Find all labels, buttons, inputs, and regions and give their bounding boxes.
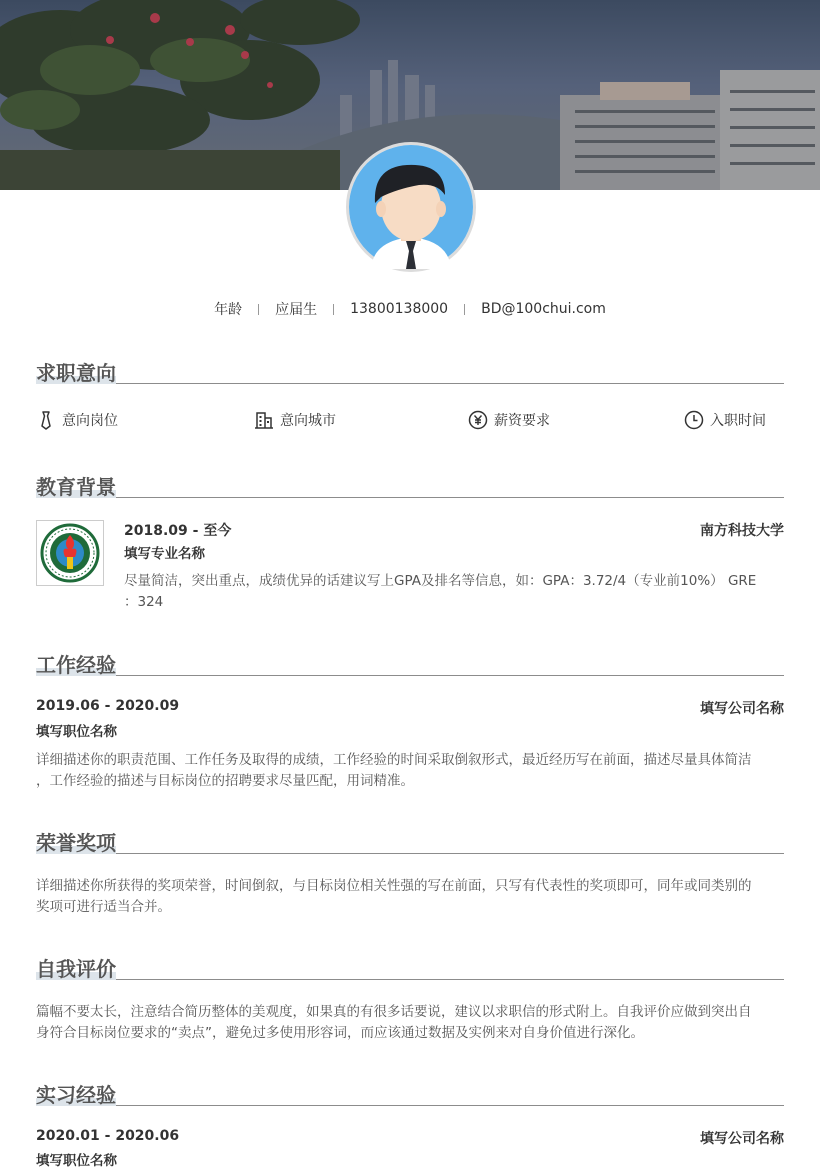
- education-description: [124, 571, 784, 613]
- avatar: [346, 142, 476, 272]
- intent-start-label: 入职时间: [710, 413, 766, 429]
- education-school: 南方科技大学: [700, 523, 784, 539]
- education-major: 填写专业名称: [124, 546, 205, 562]
- section-title-work: [36, 646, 784, 676]
- school-emblem-icon: [37, 521, 103, 585]
- description-line: 篇幅不要太长，注意结合简历整体的美观度，如果真的有很多话要说，建议以求职信的形式附上。自我评价应做到突出自: [36, 1004, 752, 1020]
- intent-salary-label: 薪资要求: [494, 413, 550, 429]
- section-title-text: 工作经验: [36, 653, 116, 677]
- building-icon: [254, 410, 274, 430]
- work-role: 填写职位名称: [36, 724, 117, 740]
- description-line: 尽量简洁，突出重点，成绩优异的话建议写上GPA及排名等信息，如：GPA：3.72/4（专业前10%） GRE: [124, 573, 757, 589]
- section-title-text: 荣誉奖项: [36, 831, 116, 855]
- school-logo: [36, 520, 104, 586]
- description-line: 奖项可进行适当合并。: [36, 899, 171, 915]
- status-text: 应届生: [275, 302, 318, 318]
- email-text: BD@100chui.com: [481, 301, 606, 317]
- work-description: [36, 750, 784, 792]
- job-intent-row: [36, 408, 784, 432]
- honors-description: [36, 876, 784, 918]
- section-title-text: 自我评价: [36, 957, 116, 981]
- work-period: 2019.06 - 2020.09: [36, 698, 180, 714]
- phone-text: 13800138000: [350, 301, 449, 317]
- intern-company: 填写公司名称: [700, 1131, 784, 1147]
- intern-period: 2020.01 - 2020.06: [36, 1128, 180, 1144]
- intent-start: [684, 408, 766, 432]
- intern-role: 填写职位名称: [36, 1153, 117, 1169]
- section-title-education: [36, 468, 784, 498]
- avatar-illustration: [349, 145, 473, 269]
- section-title-text: 实习经验: [36, 1083, 116, 1107]
- age-text: 年龄: [214, 302, 243, 318]
- section-title-text: 教育背景: [36, 475, 116, 499]
- yuan-icon: [468, 410, 488, 430]
- section-title-text: 求职意向: [36, 361, 116, 385]
- section-title-intern: [36, 1076, 784, 1106]
- description-line: 详细描述你的职责范围、工作任务及取得的成绩，工作经验的时间采取倒叙形式，最近经历写在前面，描述尽量具体简洁: [36, 752, 752, 768]
- education-period: 2018.09 - 至今: [124, 523, 232, 539]
- section-title-self: [36, 950, 784, 980]
- tie-icon: [36, 410, 56, 430]
- intent-city: [254, 408, 336, 432]
- description-line: 身符合目标岗位要求的“卖点”，避免过多使用形容词，而应该通过数据及实例来对自身价值进行深化。: [36, 1025, 644, 1041]
- description-line: ，工作经验的描述与目标岗位的招聘要求尽量匹配，用词精准。: [36, 773, 414, 789]
- description-line: ：324: [124, 594, 164, 610]
- intent-salary: [468, 408, 550, 432]
- intent-position: [36, 408, 118, 432]
- section-title-honors: [36, 824, 784, 854]
- intent-city-label: 意向城市: [280, 413, 336, 429]
- contact-info-row: [0, 298, 820, 320]
- clock-icon: [684, 410, 704, 430]
- section-title-intent: [36, 354, 784, 384]
- description-line: 详细描述你所获得的奖项荣誉，时间倒叙，与目标岗位相关性强的写在前面，只写有代表性的奖项即可，同年或同类别的: [36, 878, 752, 894]
- intent-position-label: 意向岗位: [62, 413, 118, 429]
- self-description: [36, 1002, 784, 1044]
- work-company: 填写公司名称: [700, 701, 784, 717]
